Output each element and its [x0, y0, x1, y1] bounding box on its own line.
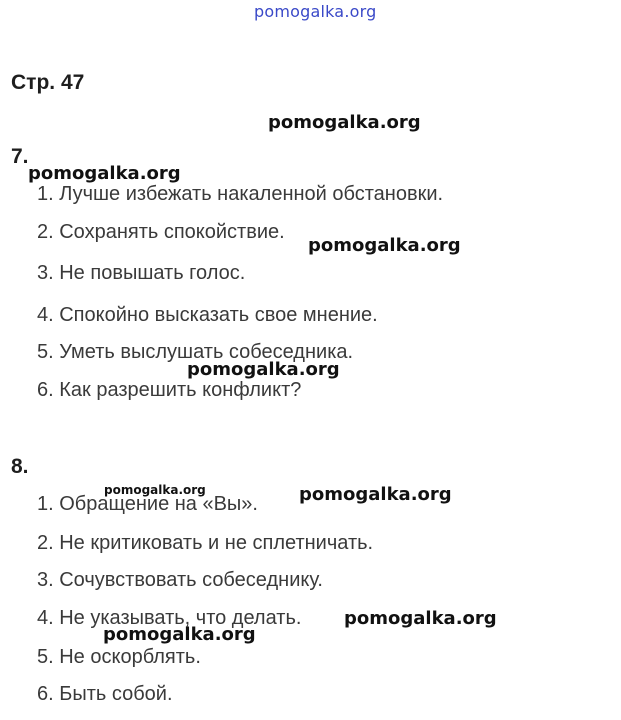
- task-7-number: 7.: [11, 145, 29, 168]
- task-7-item-3: 3. Не повышать голос.: [37, 262, 246, 284]
- task-8-item-3: 3. Сочувствовать собеседнику.: [37, 569, 323, 591]
- watermark: pomogalka.org: [344, 608, 497, 629]
- task-8-item-1: 1. Обращение на «Вы».: [37, 493, 258, 515]
- watermark: pomogalka.org: [103, 624, 256, 645]
- task-7-item-5: 5. Уметь выслушать собеседника.: [37, 341, 354, 363]
- task-8-item-2: 2. Не критиковать и не сплетничать.: [37, 532, 374, 554]
- task-8-item-6: 6. Быть собой.: [37, 683, 173, 705]
- task-7-item-6: 6. Как разрешить конфликт?: [37, 379, 302, 401]
- watermark: pomogalka.org: [268, 112, 421, 133]
- task-7-item-4: 4. Спокойно высказать свое мнение.: [37, 304, 378, 326]
- task-8-number: 8.: [11, 455, 29, 478]
- watermark: pomogalka.org: [104, 483, 206, 497]
- task-7-item-1: 1. Лучше избежать накаленной обстановки.: [37, 183, 444, 205]
- task-7-item-2: 2. Сохранять спокойствие.: [37, 221, 285, 243]
- watermark: pomogalka.org: [187, 359, 340, 380]
- watermark-top: pomogalka.org: [254, 2, 377, 21]
- watermark: pomogalka.org: [299, 484, 452, 505]
- task-8-item-4: 4. Не указывать, что делать.: [37, 607, 302, 629]
- watermark: pomogalka.org: [28, 163, 181, 184]
- watermark: pomogalka.org: [308, 235, 461, 256]
- page-heading: Стр. 47: [11, 71, 85, 94]
- task-8-item-5: 5. Не оскорблять.: [37, 646, 201, 668]
